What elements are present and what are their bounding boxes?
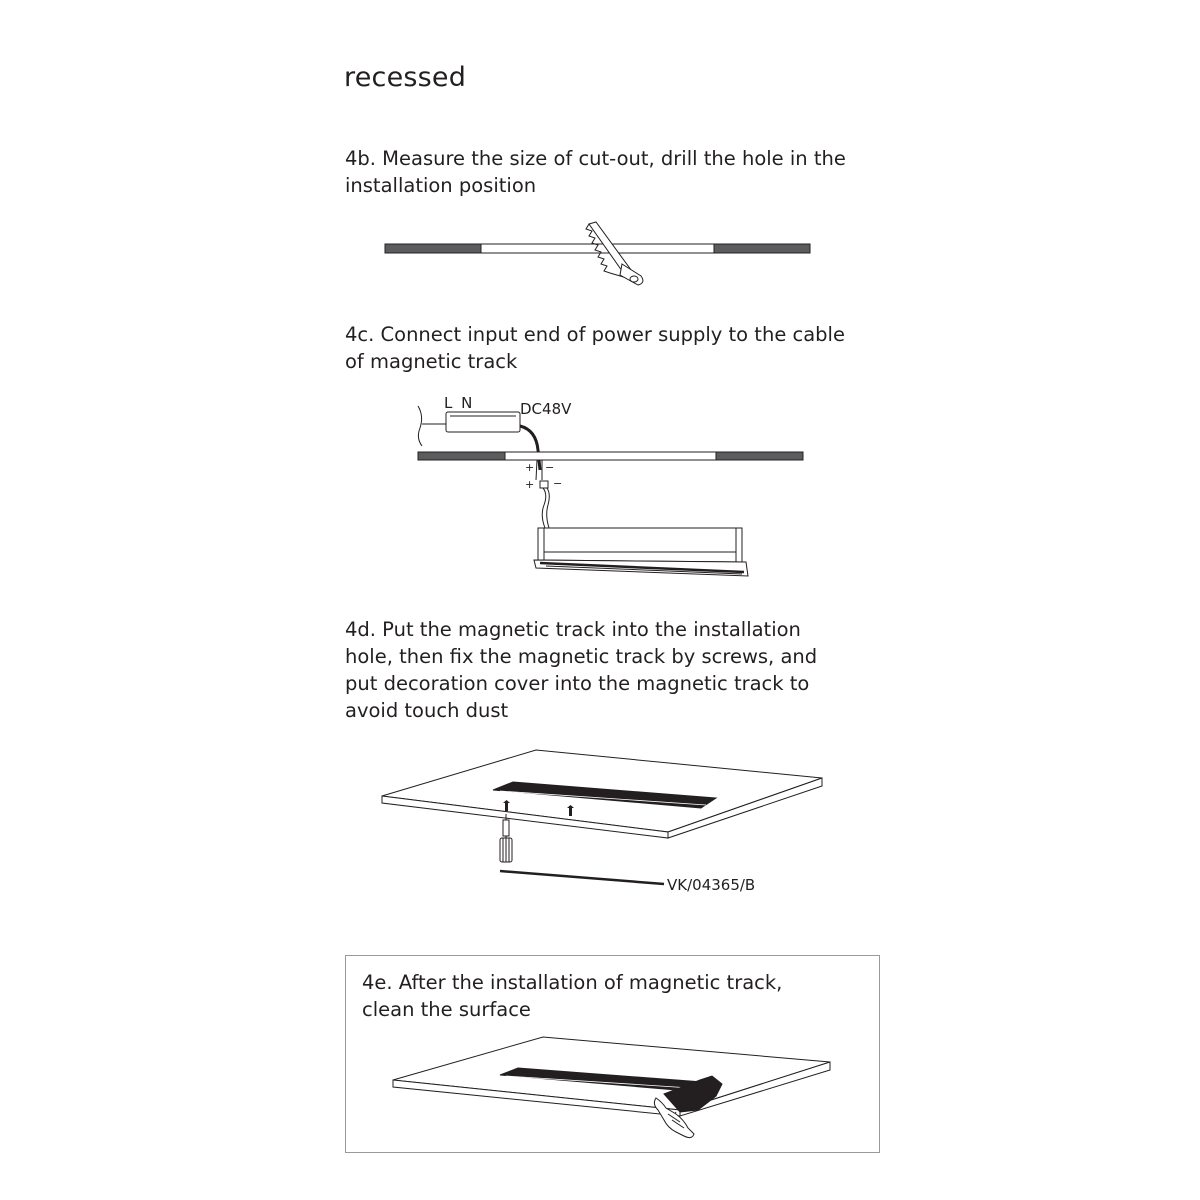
step-4c-text: 4c. Connect input end of power supply to the cable of magnetic track <box>345 323 845 373</box>
step-4b-text: 4b. Measure the size of cut-out, drill the hole in the installation position <box>345 147 846 197</box>
output-voltage-label: DC48V <box>520 400 572 418</box>
plus-sign-upper: + <box>525 461 535 474</box>
step-4e-text: 4e. After the installation of magnetic track, clean the surface <box>362 971 783 1021</box>
part-code-label: VK/04365/B <box>667 876 756 894</box>
step-4d-text: 4d. Put the magnetic track into the installation hole, then fix the magnetic track by screws, and put decoration cover into the magnetic track to avoid touch dust <box>345 618 818 722</box>
page-heading: recessed <box>344 62 467 93</box>
minus-sign-upper: − <box>545 461 555 474</box>
input-label: L N <box>444 394 475 412</box>
minus-sign-lower: − <box>553 477 563 490</box>
plus-sign-lower: + <box>525 478 535 491</box>
